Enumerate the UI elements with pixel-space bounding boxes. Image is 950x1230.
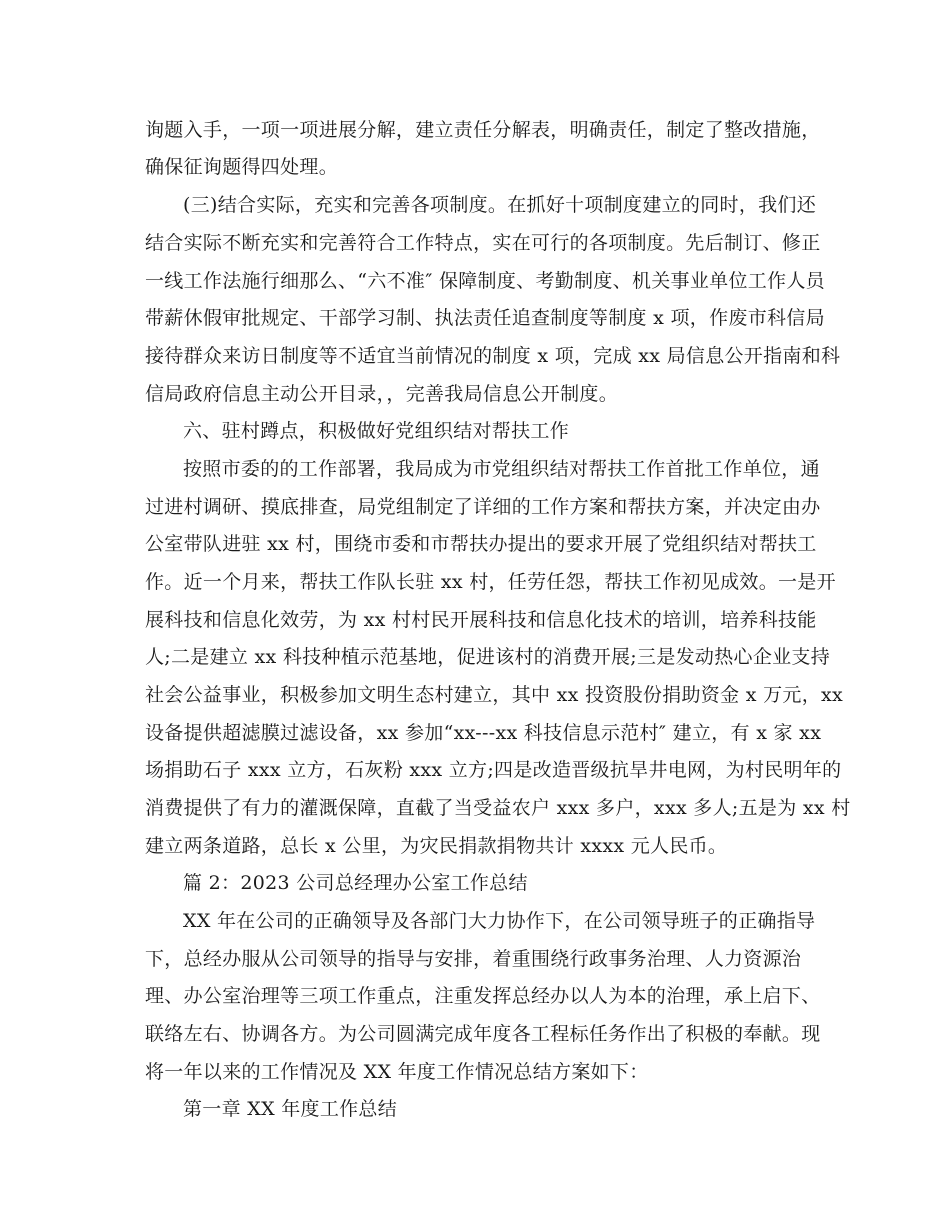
text-line: 消费提供了有力的灌溉保障，直截了当受益农户 xxx 多户，xxx 多人;五是为 xx 村 xyxy=(145,797,851,819)
text-line: 建立两条道路，总长 x 公里，为灾民捐款捐物共计 xxxx 元人民币。 xyxy=(145,835,728,857)
text-line: 信局政府信息主动公开目录，，完善我局信息公开制度。 xyxy=(145,383,619,405)
text-line: 场捐助石子 xxx 立方，石灰粉 xxx 立方;四是改造晋级抗旱井电网，为村民明年的 xyxy=(145,759,842,781)
text-line: 下，总经办服从公司领导的指导与安排，着重围绕行政事务治理、人力资源治 xyxy=(145,948,802,970)
text-line: 公室带队进驻 xx 村，围绕市委和市帮扶办提出的要求开展了党组织结对帮扶工 xyxy=(145,533,817,555)
text-line: 按照市委的的工作部署，我局成为市党组织结对帮扶工作首批工作单位，通 xyxy=(183,458,820,480)
text-line: 过进村调研、摸底排查，局党组制定了详细的工作方案和帮扶方案，并决定由办 xyxy=(145,496,821,518)
text-line: (三)结合实际，充实和完善各项制度。在抓好十项制度建立的同时，我们还 xyxy=(183,194,817,216)
text-line: 一线工作法施行细那么、“六不准″ 保障制度、考勤制度、机关事业单位工作人员 xyxy=(145,270,825,292)
section-heading: 篇 2：2023 公司总经理办公室工作总结 xyxy=(183,872,528,894)
text-line: 展科技和信息化效劳，为 xx 村村民开展科技和信息化技术的培训，培养科技能 xyxy=(145,609,817,631)
text-line: 设备提供超滤膜过滤设备，xx 参加“xx---xx 科技信息示范村″ 建立，有 x 家 xx xyxy=(145,722,822,744)
section-heading: 六、驻村蹲点，积极做好党组织结对帮扶工作 xyxy=(183,420,570,442)
text-line: 询题入手，一项一项进展分解，建立责任分解表，明确责任，制定了整改措施， xyxy=(145,119,821,141)
text-line: XX 年在公司的正确领导及各部门大力协作下，在公司领导班子的正确指导 xyxy=(183,910,816,932)
text-line: 作。近一个月来，帮扶工作队长驻 xx 村，任劳任怨，帮扶工作初见成效。一是开 xyxy=(145,571,836,593)
chapter-heading: 第一章 XX 年度工作总结 xyxy=(183,1098,398,1120)
text-line: 人;二是建立 xx 科技种植示范基地，促进该村的消费开展;三是发动热心企业支持 xyxy=(145,646,831,668)
text-line: 结合实际不断充实和完善符合工作特点，实在可行的各项制度。先后制订、修正 xyxy=(145,232,821,254)
text-line: 理、办公室治理等三项工作重点，注重发挥总经办以人为本的治理，承上启下、 xyxy=(145,985,821,1007)
text-line: 接待群众来访日制度等不适宜当前情况的制度 x 项，完成 xx 局信息公开指南和科 xyxy=(145,345,841,367)
text-line: 带薪休假审批规定、干部学习制、执法责任追查制度等制度 x 项，作废市科信局 xyxy=(145,307,825,329)
text-line: 确保征询题得四处理。 xyxy=(145,156,339,178)
text-line: 将一年以来的工作情况及 XX 年度工作情况总结方案如下： xyxy=(145,1061,649,1083)
text-line: 社会公益事业，积极参加文明生态村建立，其中 xx 投资股份捐助资金 x 万元，xx xyxy=(145,684,844,706)
text-line: 联络左右、协调各方。为公司圆满完成年度各工程标任务作出了积极的奉献。现 xyxy=(145,1023,821,1045)
